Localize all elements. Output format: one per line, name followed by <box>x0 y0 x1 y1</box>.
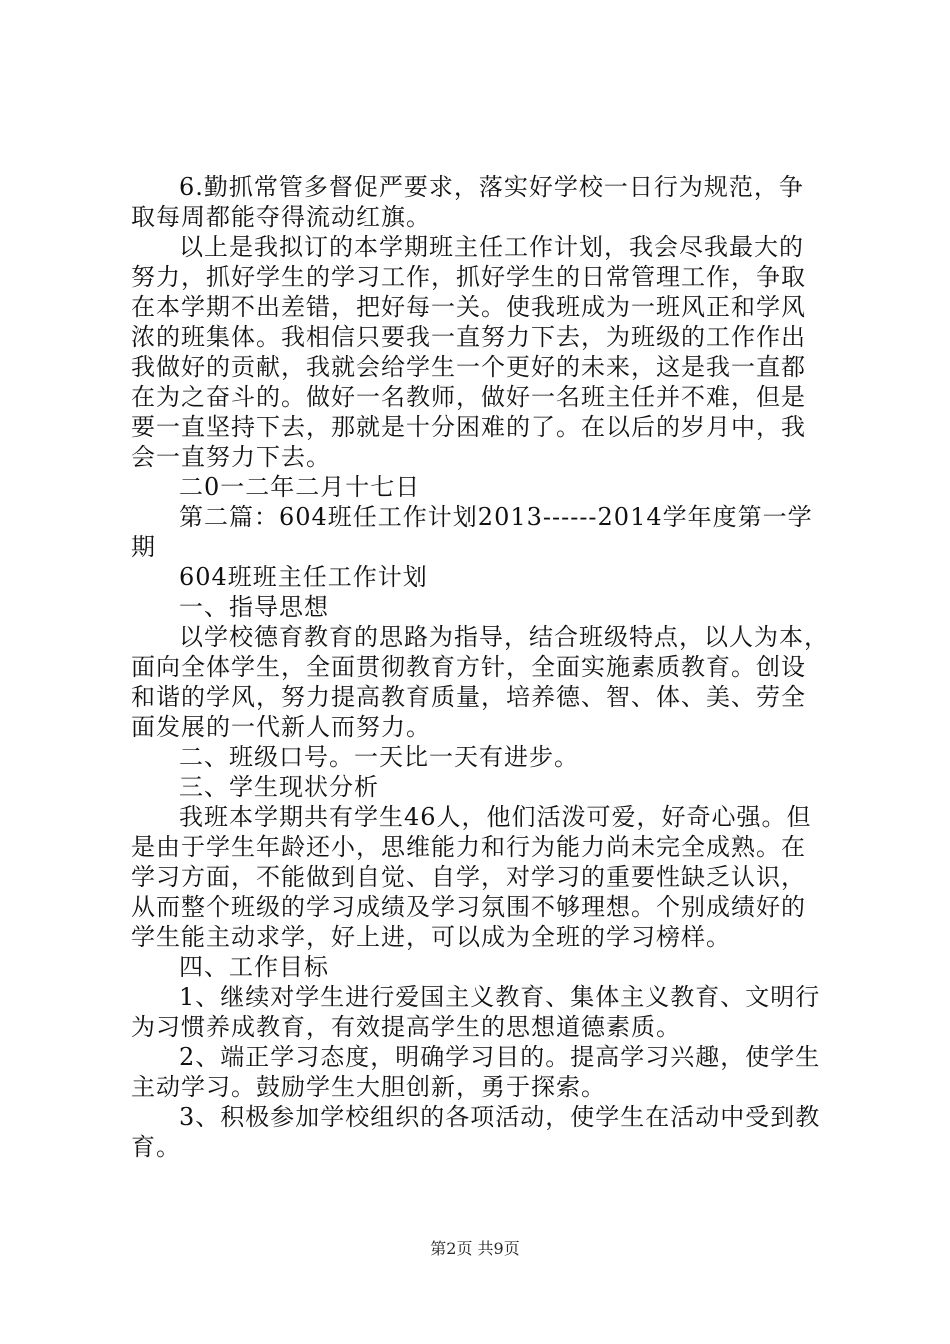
text-line: 浓的班集体。我相信只要我一直努力下去，为班级的工作作出 <box>131 323 806 351</box>
heading: 一、指导思想 <box>179 593 329 621</box>
text-line: 以学校德育教育的思路为指导，结合班级特点，以人为本， <box>179 623 829 651</box>
text-line: 我做好的贡献，我就会给学生一个更好的未来，这是我一直都 <box>131 353 806 381</box>
text-line: 面向全体学生，全面贯彻教育方针，全面实施素质教育。创设 <box>131 653 806 681</box>
plan-title: 604班班主任工作计划 <box>179 563 428 591</box>
text-line: 面发展的一代新人而努力。 <box>131 713 431 741</box>
text-line: 取每周都能夺得流动红旗。 <box>131 203 431 231</box>
heading: 三、学生现状分析 <box>179 773 379 801</box>
text-line: 从而整个班级的学习成绩及学习氛围不够理想。个别成绩好的 <box>131 893 806 921</box>
text-line: 2、端正学习态度，明确学习目的。提高学习兴趣，使学生 <box>179 1043 821 1071</box>
date-line: 二0一二年二月十七日 <box>179 473 421 501</box>
text-line: 3、积极参加学校组织的各项活动，使学生在活动中受到教 <box>179 1103 821 1131</box>
text-line: 会一直努力下去。 <box>131 443 331 471</box>
text-line: 我班本学期共有学生46人，他们活泼可爱，好奇心强。但 <box>179 803 812 831</box>
heading: 四、工作目标 <box>179 953 329 981</box>
text-line: 学习方面，不能做到自觉、自学，对学习的重要性缺乏认识， <box>131 863 806 891</box>
text-line: 1、继续对学生进行爱国主义教育、集体主义教育、文明行 <box>179 983 821 1011</box>
section-title: 第二篇：604班任工作计划2013------2014学年度第一学 <box>179 503 813 531</box>
text-line: 和谐的学风，努力提高教育质量，培养德、智、体、美、劳全 <box>131 683 806 711</box>
text-line: 在本学期不出差错，把好每一关。使我班成为一班风正和学风 <box>131 293 806 321</box>
text-line: 学生能主动求学，好上进，可以成为全班的学习榜样。 <box>131 923 731 951</box>
heading: 二、班级口号。一天比一天有进步。 <box>179 743 579 771</box>
text-line: 育。 <box>131 1133 181 1161</box>
text-line: 要一直坚持下去，那就是十分困难的了。在以后的岁月中，我 <box>131 413 806 441</box>
page-number-footer: 第2页 共9页 <box>430 1239 520 1258</box>
text-line: 以上是我拟订的本学期班主任工作计划，我会尽我最大的 <box>179 233 804 261</box>
text-line: 为习惯养成教育，有效提高学生的思想道德素质。 <box>131 1013 681 1041</box>
text-line: 期 <box>131 533 156 561</box>
text-line: 是由于学生年龄还小，思维能力和行为能力尚未完全成熟。在 <box>131 833 806 861</box>
document-body <box>131 172 831 1162</box>
text-line: 在为之奋斗的。做好一名教师，做好一名班主任并不难，但是 <box>131 383 806 411</box>
text-line: 6.勤抓常管多督促严要求，落实好学校一日行为规范，争 <box>179 173 804 201</box>
text-line: 努力，抓好学生的学习工作，抓好学生的日常管理工作，争取 <box>131 263 806 291</box>
text-line: 主动学习。鼓励学生大胆创新，勇于探索。 <box>131 1073 606 1101</box>
